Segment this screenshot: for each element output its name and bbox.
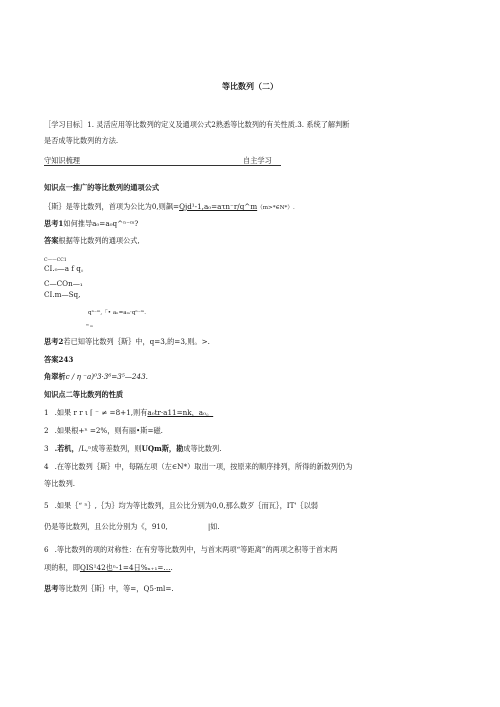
property-6-continued	[44, 563, 173, 572]
property-1-text: .如果 r r ι ⌈ ⁻ ≠ =8+1,则有	[54, 408, 148, 417]
property-5-text-2a: 仍是等比数列，且公比分别为《，910,	[44, 522, 168, 531]
property-6-formula: QIS¹42也ⁿ-1=4日%ₙ₊₁=…	[79, 563, 171, 572]
think2-text: 若已知等比数列｛斯｝中，q=3,的=3,则。>.	[63, 337, 210, 346]
kp1-paragraph	[44, 202, 295, 213]
objectives-line-2: 是否成等比数列的方法.	[44, 136, 119, 145]
kp1-heading: 知识点一推广的等比数列的通项公式	[44, 183, 160, 192]
section-self-study: 自主学习	[243, 156, 272, 165]
property-3-text-a: .若机，	[54, 444, 79, 453]
answer2-label: 答案	[44, 355, 59, 364]
property-3-text-c: UQm斯，	[141, 444, 177, 453]
property-4	[44, 462, 352, 471]
objectives-line-1	[44, 120, 349, 129]
think1-label: 思考1	[44, 219, 64, 228]
formula-line-1: C——CC1	[44, 258, 67, 263]
property-4-text: .在等比数列｛斯｝中，每隔左项（左∈N*）取出一项，按原来的顺序排列，所得的新数列仍为	[54, 462, 353, 471]
kp2-heading: 知识点二等比数列的性质	[44, 390, 124, 399]
property-6-text-2a: 项的积，即	[44, 563, 80, 572]
answer1	[44, 236, 140, 245]
answer2	[44, 355, 73, 364]
formula-line-3: C—COn—₁	[44, 279, 83, 288]
kp1-text-a: ｛斯｝是等比数列，首项为公比为0,则飙=	[44, 202, 180, 211]
think3-text: 等比数列｛斯｝中，等=，Q5·ml=.	[58, 584, 174, 593]
property-5-continued	[44, 522, 220, 531]
think3-label: 思考	[44, 584, 59, 593]
analysis-text: c / η ⁻a)⁰3·3⁶=3⁵—243.	[65, 372, 148, 381]
property-2-number: 2	[44, 426, 49, 435]
property-3	[44, 444, 222, 453]
page-title: 等比数列（二）	[222, 81, 278, 91]
formula-line-2: CI.₀—a f q。	[44, 264, 88, 273]
think1-text: 如何推导a₀=a₀q^ⁿ⁻ᵐ?	[63, 219, 139, 228]
kp1-text-b: （m>*∈N*）.	[257, 205, 295, 211]
property-5-text: .如果｛“ ⁿ｝,｛为｝均为等比数列，且公比分别为0,0,那么数歹｛而瓦｝，IT'｛以弱	[54, 501, 318, 510]
property-6-text-2c: .	[170, 563, 173, 572]
property-2-text: .如果根+ⁿ =2%，则有丽•斯=磁.	[54, 426, 163, 435]
property-3-number: 3	[44, 444, 49, 453]
property-5	[44, 501, 318, 510]
property-4-continued: 等比数列.	[44, 479, 76, 488]
property-6	[44, 545, 337, 554]
property-1-formula: a₀tr·a11=nk，a₀。	[147, 408, 214, 417]
property-6-number: 6	[44, 545, 49, 554]
objectives-label: ［学习目标］	[44, 120, 88, 129]
answer1-text: 根据等比数列的通项公式,	[58, 236, 140, 245]
property-3-text-d: 勘	[176, 444, 184, 453]
answer1-label: 答案	[44, 236, 59, 245]
think2	[44, 337, 210, 346]
property-5-number: 5	[44, 501, 49, 510]
property-5-text-2b: |如.	[207, 522, 220, 531]
property-1	[44, 408, 213, 417]
property-3-text-e: 成等比数列.	[183, 444, 222, 453]
think1	[44, 219, 138, 228]
property-3-text-b: /L,ⁿ成等差数列，则	[78, 444, 142, 453]
property-6-text: .等比数列的项的对称性：在有穷等比数列中，与首末两项“等距离”的两项之积等于首末两	[54, 545, 338, 554]
think3	[44, 584, 174, 593]
section-knowledge-review: 守知识梳理	[44, 156, 80, 165]
answer2-text: 243	[58, 355, 74, 364]
property-1-number: 1	[44, 408, 49, 417]
section-divider	[44, 165, 281, 166]
analysis-label: 角翠析	[44, 372, 66, 381]
formula-line-5: qⁿ⁻ᵐ,「• aₙ=aₘ·qⁿ⁻ᵐ.	[88, 310, 146, 316]
property-4-number: 4	[44, 462, 49, 471]
formula-line-4: CI.m—Sq,	[44, 290, 81, 299]
formula-line-6: ᵐ ₘ	[86, 324, 94, 329]
think2-label: 思考2	[44, 337, 64, 346]
property-2	[44, 426, 163, 435]
objectives-text-1: 1. 灵活应用等比数列的定义及通项公式2熟悉等比数列的有关性质.3. 系统了解判断	[87, 120, 350, 129]
analysis	[44, 372, 148, 381]
kp1-formula: Qjd¹-1,a₀=aτn⁻r/q^m	[179, 202, 258, 211]
